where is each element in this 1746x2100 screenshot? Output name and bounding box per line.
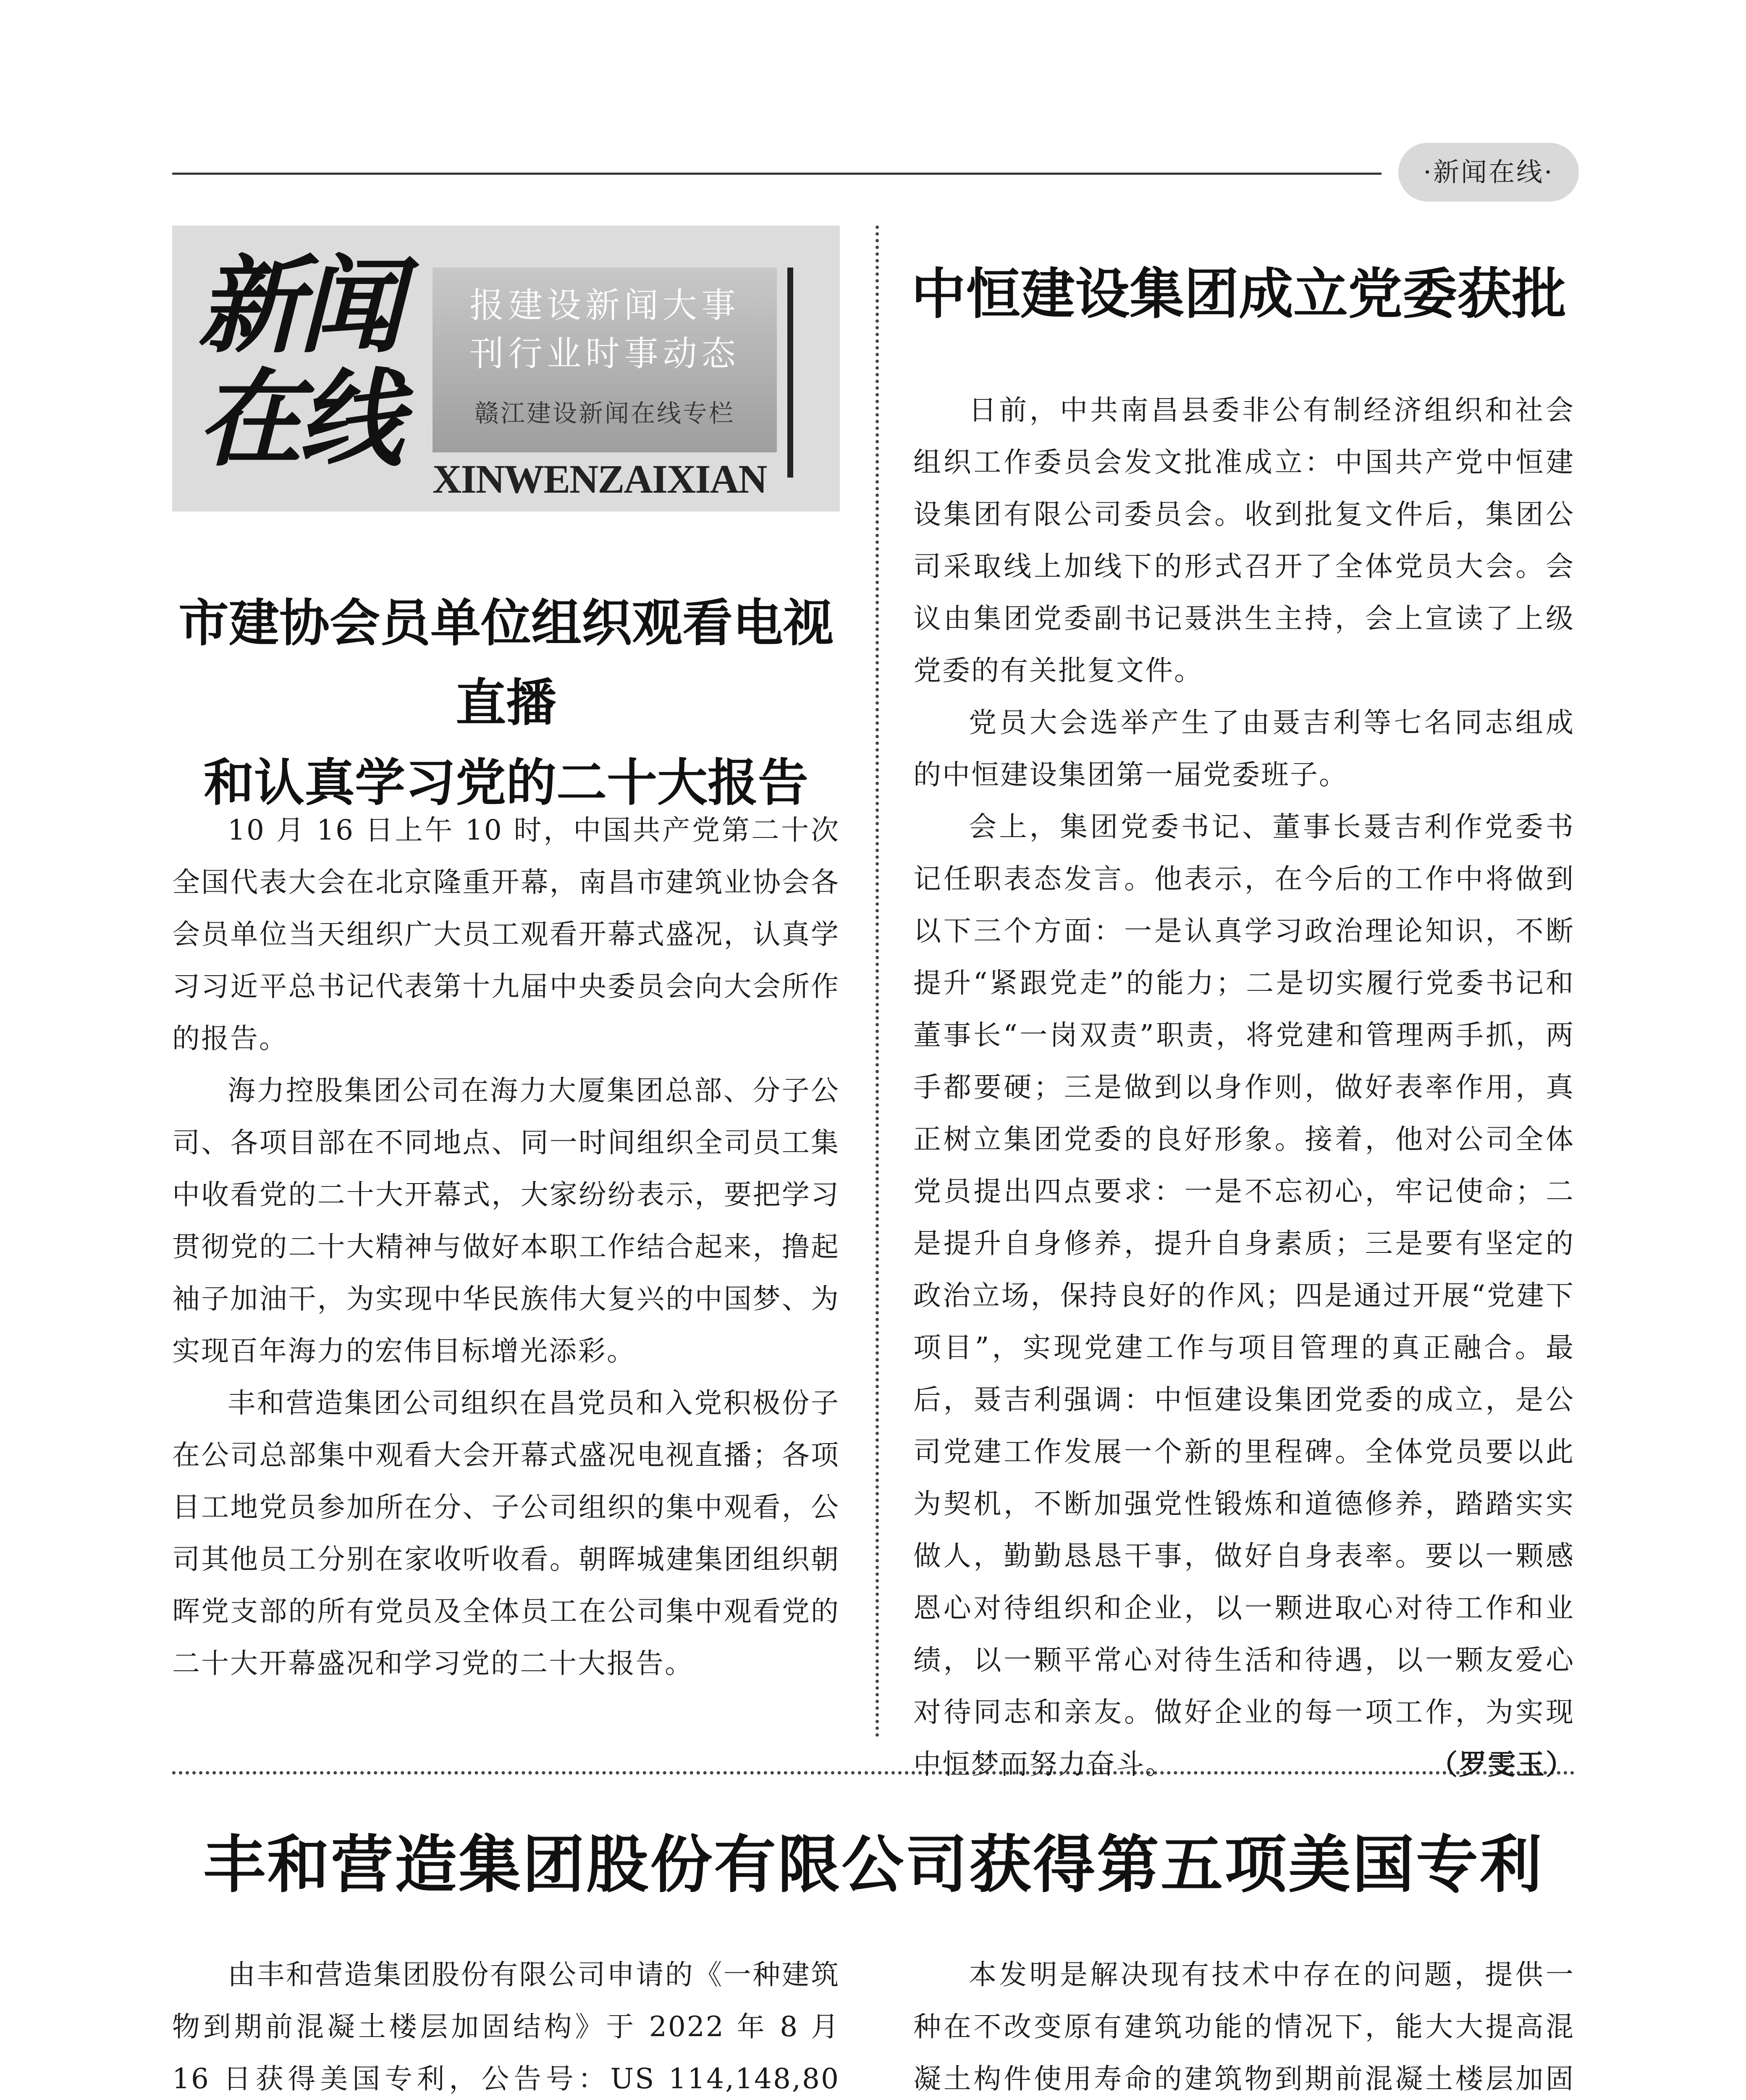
article-bottom-title: 丰和营造集团股份有限公司获得第五项美国专利 [203, 1829, 1544, 1901]
article-left-title-line1: 市建协会员单位组织观看电视直播 [178, 594, 834, 732]
paragraph [913, 801, 1575, 1790]
banner-calligraphy-line1: 新闻 [197, 244, 399, 367]
paragraph [913, 1949, 1575, 2100]
column-separator [876, 226, 879, 1738]
paragraph: 党员大会选举产生了由聂吉利等七名同志组成的中恒建设集团第一届党委班子。 [913, 706, 1575, 791]
article-left-title [172, 584, 840, 823]
header-rule [172, 173, 1382, 175]
paragraph-text: 会上，集团党委书记、董事长聂吉利作党委书记任职表态发言。他表示，在今后的工作中将做到以下三个方面：一是认真学习政治理论知识，不断提升“紧跟党走”的能力；二是切实履行党委书记和董事长“一岗双责”职责，将党建和管理两手抓，两手都要硬；三是做到以身作则，做好表率作用，真正树立集团党委的良好形象。接着，他对公司全体党员提出四点要求：一是不忘初心，牢记使命；二是提升自身修养，提升自身素质；三是要有坚定的政治立场，保持良好的作风；四是通过开展“党建下项目”，实现党建工作与项目管理的真正融合。最后，聂吉利强调：中恒建设集团党委的成立，是公司党建工作发展一个新的里程碑。全体党员要以此为契机，不断加强党性锻炼和道德修养，踏踏实实做人，勤勤恳恳干事，做好自身表率。要以一颗感恩心对待组织和企业，以一颗进取心对待工作和业绩，以一颗平常心对待生活和待遇，以一颗友爱心对待同志和亲友。做好企业的每一项工作，为实现中恒梦而努力奋斗。 [913, 811, 1575, 1780]
column-banner [172, 226, 840, 512]
article-bottom-body-left [172, 1949, 840, 2100]
section-tag: ·新闻在线· [1398, 143, 1579, 202]
banner-calligraphy [197, 244, 433, 480]
article-right-body [913, 384, 1575, 1790]
banner-slogan-line2: 刊行业时事动态 [469, 334, 740, 374]
banner-slogan-box [433, 268, 777, 452]
article-left-title-line2: 和认真学习党的二十大报告 [204, 754, 808, 812]
banner-slogan-line1: 报建设新闻大事 [469, 286, 740, 326]
paragraph: 10 月 16 日上午 10 时，中国共产党第二十次全国代表大会在北京隆重开幕，南昌市建筑业协会各会员单位当天组织广大员工观看开幕式盛况，认真学习习近平总书记代表第十九届中央委员会向大会所作的报告。 [172, 814, 840, 1055]
paragraph: 日前，中共南昌县委非公有制经济组织和社会组织工作委员会发文批准成立：中国共产党中恒建设集团有限公司委员会。收到批复文件后，集团公司采取线上加线下的形式召开了全体党员大会。会议由集团党委副书记聂洪生主持，会上宣读了上级党委的有关批复文件。 [913, 394, 1575, 687]
paragraph-text: 本发明是解决现有技术中存在的问题，提供一种在不改变原有建筑功能的情况下，能大大提高混凝土构件使用寿命的建筑物到期前混凝土楼层加固 [913, 1958, 1575, 2095]
banner-pinyin: XINWENZAIXIAN [433, 457, 767, 501]
article-left-body [172, 804, 840, 1690]
paragraph: 海力控股集团公司在海力大厦集团总部、分子公司、各项目部在不同地点、同一时间组织全司员工集中收看党的二十大开幕式，大家纷纷表示，要把学习贯彻党的二十大精神与做好本职工作结合起来，撸起袖子加油干，为实现中华民族伟大复兴的中国梦、为实现百年海力的宏伟目标增光添彩。 [172, 1074, 840, 1367]
paragraph: 丰和营造集团公司组织在昌党员和入党积极份子在公司总部集中观看大会开幕式盛况电视直播；各项目工地党员参加所在分、子公司组织的集中观看，公司其他员工分别在家收听收看。朝晖城建集团组织朝晖党支部的所有党员及全体员工在公司集中观看党的二十大开幕盛况和学习党的二十大报告。 [172, 1387, 840, 1680]
banner-divider [787, 268, 793, 478]
paragraph: 由丰和营造集团股份有限公司申请的《一种建筑物到期前混凝土楼层加固结构》于 2022 年 8 月 16 日获得美国专利，公告号：US 114,148,80 [172, 1958, 840, 2095]
article-right-title: 中恒建设集团成立党委获批 [911, 262, 1566, 326]
author-byline: （罗雯玉） [1430, 1748, 1575, 1781]
banner-calligraphy-line2: 在线 [197, 357, 399, 480]
banner-subtitle: 赣江建设新闻在线专栏 [474, 399, 735, 428]
article-bottom-body-right [913, 1949, 1575, 2100]
